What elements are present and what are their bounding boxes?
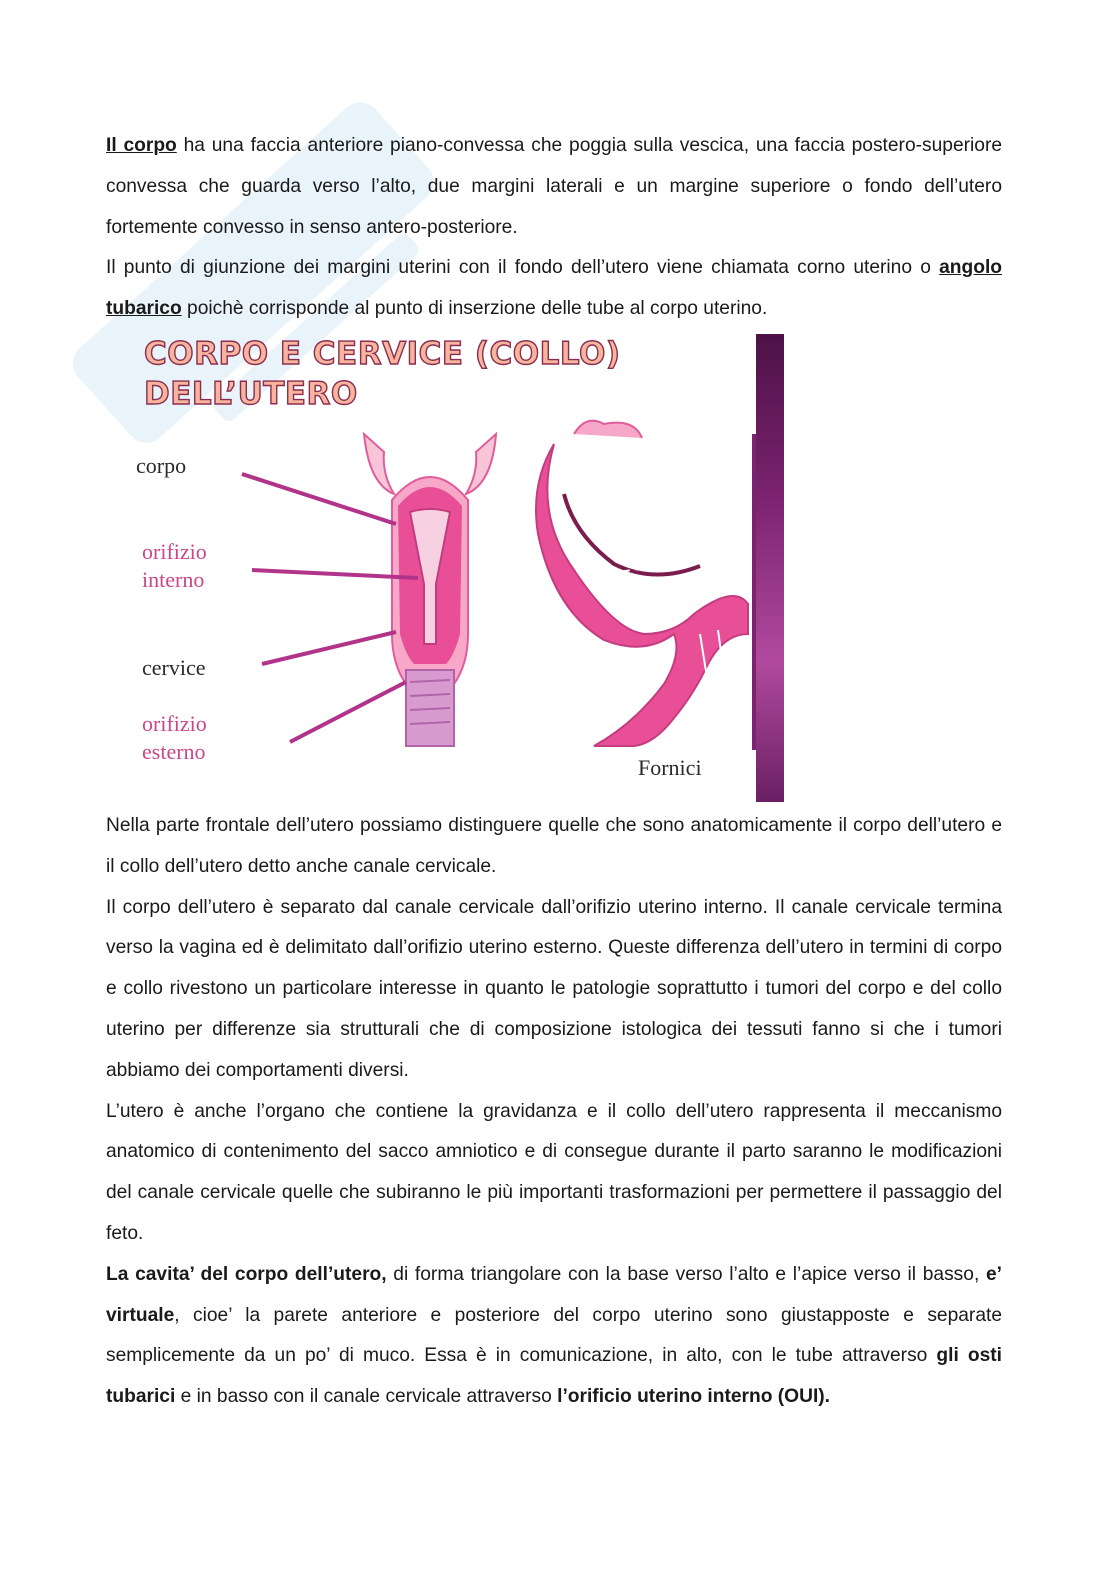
frontal-section-drawing [364, 434, 496, 746]
paragraph-angolo-tubarico: Il punto di giunzione dei margini uterini con il fondo dell’utero viene chiamata corno uterino o angolo tubarico poichè corrisponde al punto di inserzione delle tube al corpo uterino. [106, 257, 1002, 320]
uterus-figure [134, 334, 784, 802]
label-cervice: cervice [142, 654, 206, 680]
paragraph-orifizio: Il corpo dell’utero è separato dal canale cervicale dall’orifizio uterino interno. Il canale cervicale termina verso la vagina ed è delimitato dall’orifizio uterino esterno. Queste differenza dell’utero in termini di corpo e collo rivestono un particolare interesse in quanto le patologie soprattutto i tumori del corpo e del collo uterino per differenze sia strutturali che di composizione istologica dei tessuti fanno si che i tumori abbiamo dei comportamenti diversi. [106, 896, 1002, 1081]
label-orifizio-interno-line1: orifizio [142, 538, 207, 564]
paragraph-parte-frontale: Nella parte frontale dell’utero possiamo distinguere quelle che sono anatomicamente il corpo dell’utero e il collo dell’utero detto anche canale cervicale. [106, 814, 1002, 877]
term-angolo-tubarico: angolo tubarico [106, 257, 1002, 320]
slide-accent-bar [756, 334, 784, 802]
document-page [106, 126, 1002, 1418]
label-orifizio-esterno-line2: esterno [142, 738, 206, 764]
label-orifizio-esterno-line1: orifizio [142, 710, 207, 736]
term-il-corpo: Il corpo [106, 135, 177, 156]
label-orifizio-interno-line2: interno [142, 566, 205, 592]
label-corpo: corpo [136, 452, 187, 478]
paragraph-gravidanza: L’utero è anche l’organo che contiene la gravidanza e il collo dell’utero rappresenta il meccanismo anatomico di contenimento del sacco amniotico e di consegue durante il parto saranno le modificazioni del canale cervicale quelle che subiranno le più importanti trasformazioni per permettere il passaggio del feto. [106, 1100, 1002, 1244]
paragraph-cavita: La cavita’ del corpo dell’utero, di forma triangolare con la base verso l’alto e l’apice verso il basso, e’ virtuale, cioe’ la parete anteriore e posteriore del corpo uterino sono giustapposte e separate semplicemente da un po’ di muco. Essa è in comunicazione, in alto, con le tube attraverso gli osti tubarici e in basso con il canale cervicale attraverso l’orificio uterino interno (OUI). [106, 1263, 1002, 1408]
figure-title: CORPO E CERVICE (COLLO) DELL’UTERO [144, 335, 621, 412]
sagittal-section-drawing [536, 421, 748, 746]
paragraph-corpo: Il corpo ha una faccia anteriore piano-convessa che poggia sulla vescica, una faccia postero-superiore convessa che guarda verso l’alto, due margini laterali e un margine superiore o fondo dell’utero fortemente convesso in senso antero-posteriore. [106, 135, 1003, 238]
label-fornici: Fornici [638, 754, 702, 780]
